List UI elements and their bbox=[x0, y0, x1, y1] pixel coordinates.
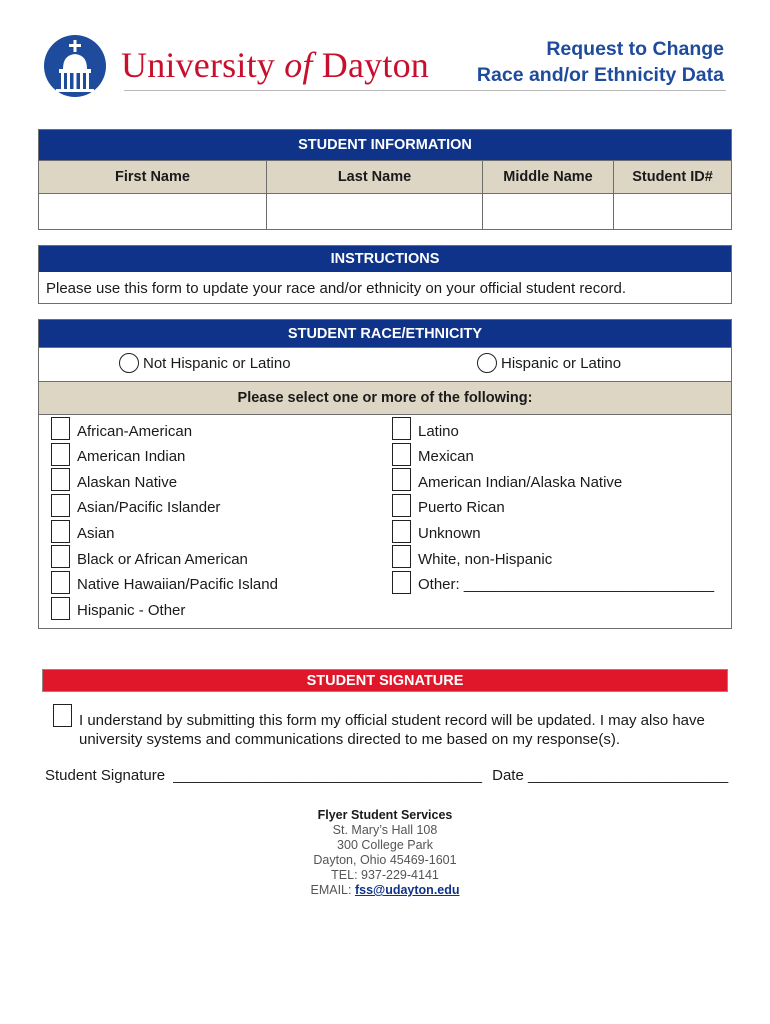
student-information-table bbox=[38, 129, 732, 230]
checkbox-mexican[interactable] bbox=[392, 443, 411, 466]
phone: TEL: 937-229-4141 bbox=[331, 868, 439, 882]
race-ethnicity-heading: STUDENT RACE/ETHNICITY bbox=[39, 320, 731, 347]
middle-name-field[interactable] bbox=[483, 194, 614, 230]
checkbox-asian[interactable] bbox=[51, 520, 70, 543]
checkbox-unknown[interactable] bbox=[392, 520, 411, 543]
first-name-header: First Name bbox=[39, 161, 267, 194]
address-line: St. Mary’s Hall 108 bbox=[332, 823, 438, 837]
option-label: Mexican bbox=[418, 448, 474, 465]
checkbox-black-african-american[interactable] bbox=[51, 545, 70, 568]
checkbox-american-indian-alaska-native[interactable] bbox=[392, 468, 411, 491]
other-option-label: Other: ______________________________ bbox=[418, 576, 715, 593]
address-line: Dayton, Ohio 45469-1601 bbox=[313, 853, 457, 867]
checkbox-alaskan-native[interactable] bbox=[51, 468, 70, 491]
option-label: White, non-Hispanic bbox=[418, 551, 553, 568]
instructions-text: Please use this form to update your race and/or ethnicity on your official student record. bbox=[46, 280, 627, 297]
option-label: Native Hawaiian/Pacific Island bbox=[77, 576, 278, 593]
office-contact-block bbox=[235, 808, 535, 898]
not-hispanic-label: Not Hispanic or Latino bbox=[143, 355, 291, 372]
form-title: Request to Change Race and/or Ethnicity Data bbox=[476, 38, 724, 86]
office-name: Flyer Student Services bbox=[317, 808, 453, 822]
checkbox-native-hawaiian[interactable] bbox=[51, 571, 70, 594]
university-wordmark: University of Dayton bbox=[121, 45, 429, 85]
instructions-section bbox=[38, 245, 732, 304]
option-label: African-American bbox=[77, 423, 193, 440]
address-line: 300 College Park bbox=[337, 838, 433, 852]
first-name-field[interactable] bbox=[39, 194, 267, 230]
acknowledge-text: I understand by submitting this form my official student record will be updated. I may also have university systems and communications directed to me based on my response(s). bbox=[79, 712, 705, 748]
header-divider bbox=[124, 90, 726, 91]
student-id-header: Student ID# bbox=[614, 161, 732, 194]
option-label: Unknown bbox=[418, 525, 481, 542]
checkbox-american-indian[interactable] bbox=[51, 443, 70, 466]
student-information-heading: STUDENT INFORMATION bbox=[39, 130, 732, 161]
signature-row bbox=[45, 767, 728, 784]
select-prompt: Please select one or more of the following: bbox=[39, 381, 731, 415]
middle-name-header: Middle Name bbox=[483, 161, 614, 194]
student-signature-heading: STUDENT SIGNATURE bbox=[42, 669, 728, 692]
option-label: Puerto Rican bbox=[418, 499, 505, 516]
date-label: Date bbox=[492, 767, 524, 784]
option-label: Hispanic - Other bbox=[77, 602, 186, 619]
email-line: EMAIL: fss@udayton.edu bbox=[310, 883, 460, 897]
checkbox-white-non-hispanic[interactable] bbox=[392, 545, 411, 568]
checkbox-latino[interactable] bbox=[392, 417, 411, 440]
last-name-header: Last Name bbox=[267, 161, 483, 194]
option-label: Asian bbox=[77, 525, 115, 542]
instructions-heading: INSTRUCTIONS bbox=[39, 246, 731, 272]
option-label: Black or African American bbox=[77, 551, 248, 568]
checkbox-african-american[interactable] bbox=[51, 417, 70, 440]
last-name-field[interactable] bbox=[267, 194, 483, 230]
option-label: American Indian/Alaska Native bbox=[418, 474, 623, 491]
hispanic-radio[interactable] bbox=[477, 353, 497, 373]
option-label: Latino bbox=[418, 423, 459, 440]
checkbox-puerto-rican[interactable] bbox=[392, 494, 411, 517]
university-seal-logo bbox=[44, 35, 106, 97]
signature-line[interactable]: _____________________________________ bbox=[173, 767, 482, 784]
option-label: American Indian bbox=[77, 448, 186, 465]
checkbox-asian-pacific-islander[interactable] bbox=[51, 494, 70, 517]
checkbox-hispanic-other[interactable] bbox=[51, 597, 70, 620]
date-line[interactable]: ________________________ bbox=[527, 767, 729, 784]
signature-label: Student Signature bbox=[45, 767, 166, 784]
hispanic-label: Hispanic or Latino bbox=[501, 355, 622, 372]
option-label: Asian/Pacific Islander bbox=[77, 499, 221, 516]
not-hispanic-radio[interactable] bbox=[119, 353, 139, 373]
student-id-field[interactable] bbox=[614, 194, 732, 230]
checkbox-other[interactable] bbox=[392, 571, 411, 594]
option-label: Alaskan Native bbox=[77, 474, 178, 491]
email-link[interactable]: fss@udayton.edu bbox=[354, 883, 460, 897]
acknowledge-checkbox[interactable] bbox=[53, 704, 72, 727]
